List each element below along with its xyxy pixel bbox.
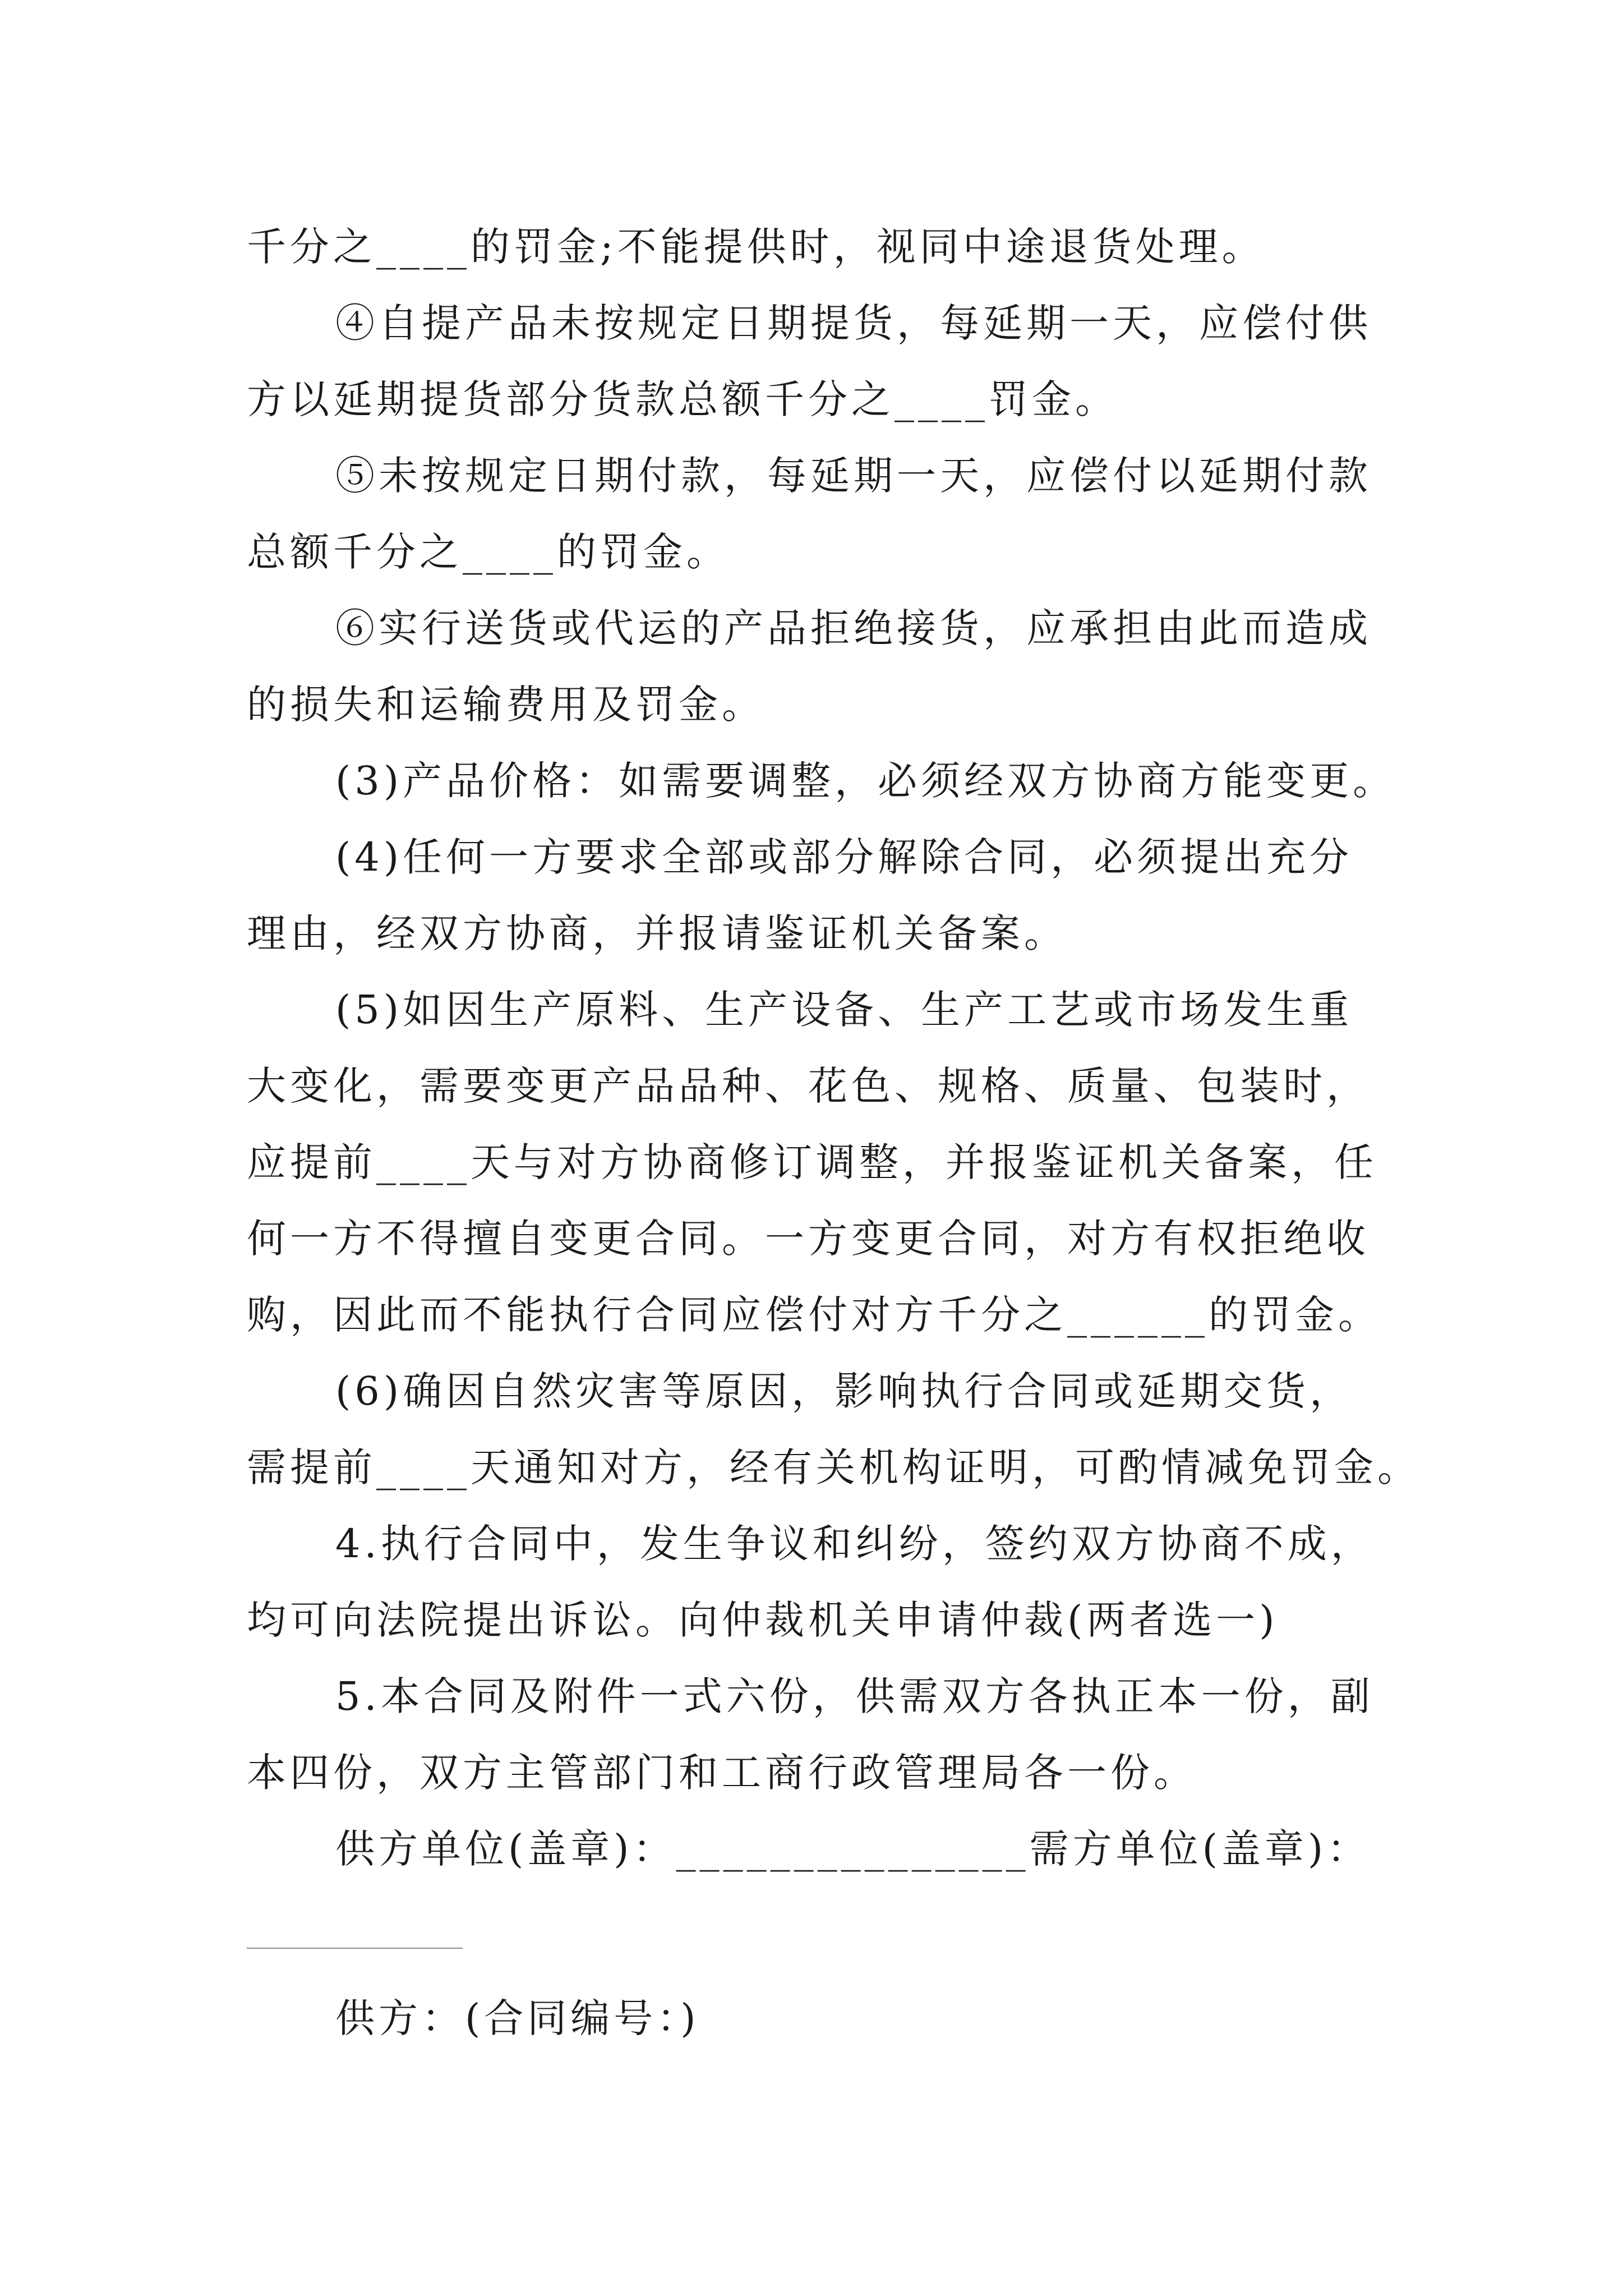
text-line: ④自提产品未按规定日期提货，每延期一天，应偿付供 <box>335 300 1372 346</box>
text-line: ⑥实行送货或代运的产品拒绝接货，应承担由此而造成 <box>335 605 1372 651</box>
text-line: 总额千分之____的罚金。 <box>247 529 730 575</box>
text-line: (3)产品价格：如需要调整，必须经双方协商方能变更。 <box>335 758 1396 804</box>
text-line: 千分之____的罚金;不能提供时，视同中途退货处理。 <box>247 224 1265 270</box>
text-line: 理由，经双方协商，并报请鉴证机关备案。 <box>247 910 1067 956</box>
text-line: 5.本合同及附件一式六份，供需双方各执正本一份，副 <box>335 1673 1374 1719</box>
text-line: 需提前____天通知对方，经有关机构证明，可酌情减免罚金。 <box>247 1444 1421 1490</box>
text-line: 何一方不得擅自变更合同。一方变更合同，对方有权拒绝收 <box>247 1216 1370 1262</box>
text-line: 购，因此而不能执行合同应偿付对方千分之______的罚金。 <box>247 1292 1381 1338</box>
text-line: (6)确因自然灾害等原因，影响执行合同或延期交货， <box>335 1368 1353 1414</box>
document-body <box>247 209 1421 1887</box>
text-line: 均可向法院提出诉讼。向仲裁机关申请仲裁(两者选一) <box>247 1597 1279 1643</box>
text-line: (5)如因生产原料、生产设备、生产工艺或市场发生重 <box>335 987 1353 1033</box>
text-line: 方以延期提货部分货款总额千分之____罚金。 <box>247 376 1118 422</box>
text-line: ⑤未按规定日期付款，每延期一天，应偿付以延期付款 <box>335 453 1372 499</box>
text-line: 应提前____天与对方协商修订调整，并报鉴证机关备案，任 <box>247 1139 1377 1185</box>
footnote-text: 供方：(合同编号：) <box>335 1995 700 2041</box>
text-line: (4)任何一方要求全部或部分解除合同，必须提出充分 <box>335 834 1353 880</box>
text-line: 大变化，需要变更产品品种、花色、规格、质量、包装时， <box>247 1063 1370 1109</box>
text-line: 的损失和运输费用及罚金。 <box>247 682 765 728</box>
footnote-divider <box>247 1948 463 1949</box>
text-line: 4.执行合同中，发生争议和纠纷，签约双方协商不成， <box>335 1521 1374 1567</box>
signature-line: 供方单位(盖章)：_______________需方单位(盖章)： <box>335 1826 1371 1872</box>
text-line: 本四份，双方主管部门和工商行政管理局各一份。 <box>247 1750 1197 1796</box>
